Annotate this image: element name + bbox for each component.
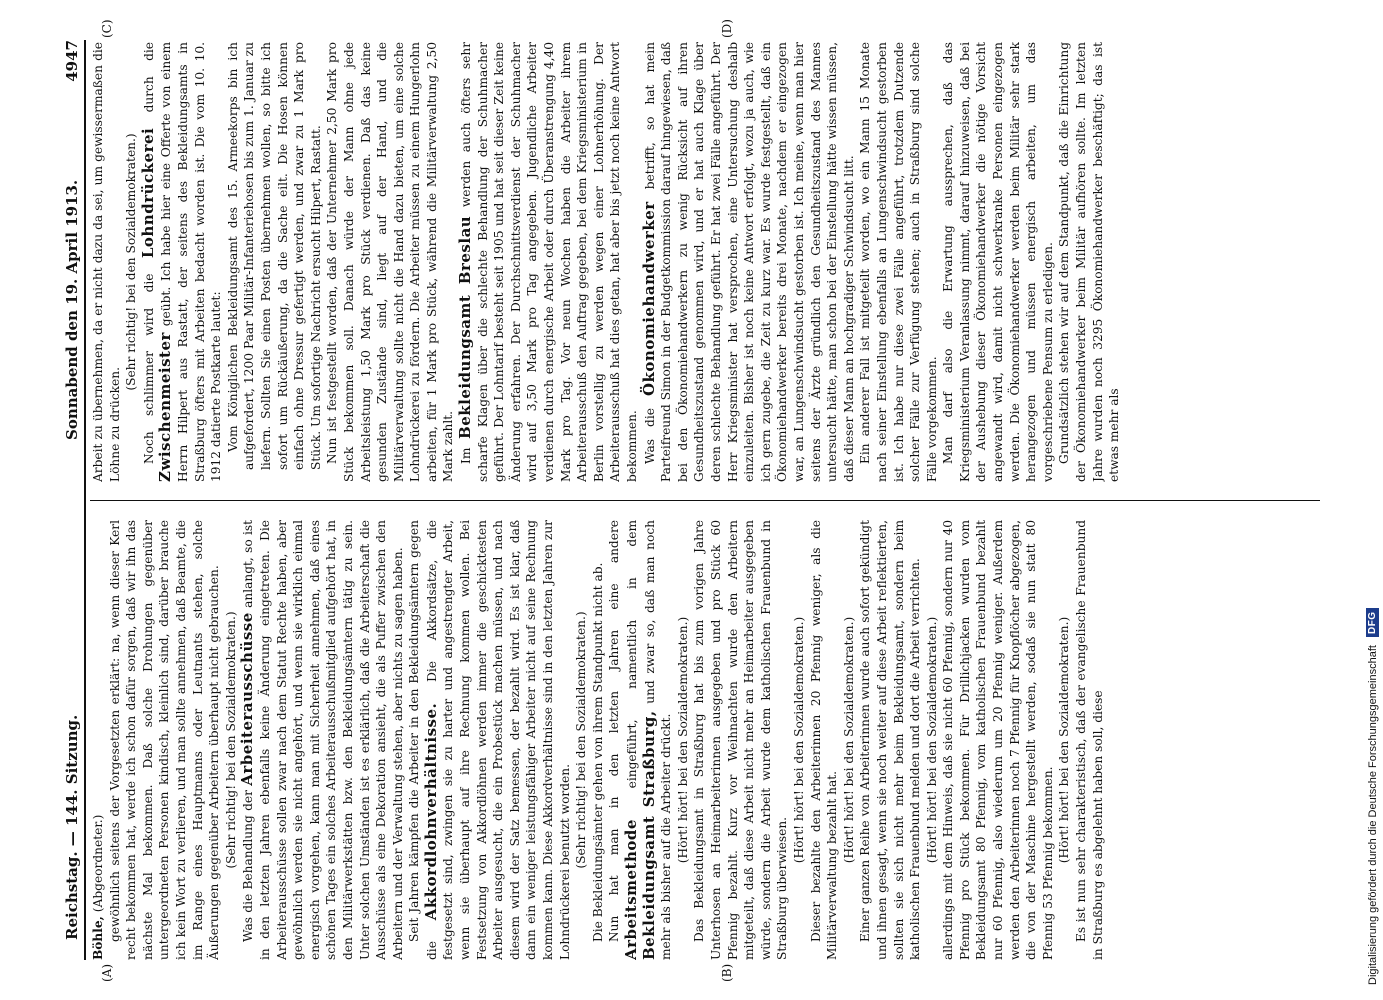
emphasis-term: Akkordlohnverhältnisse. [421,702,440,921]
emphasis-term: Ökonomiehandwerker [639,201,658,397]
paragraph: Einer ganzen Reihe von Arbeiterinnen wurde auch sofort gekündigt und ihnen gesagt, wenn sie noch weiter auf diese Arbeit reflektierten, sollten sie sich nicht mehr beim Bekleidungsamt, sondern beim katholischen Frauenbund melden und dort die Arbeit verrichten. [858,520,923,960]
digitization-credit [1366,5,1379,985]
interjection: (Sehr richtig! bei den Sozialdemokraten.) [124,133,139,391]
paragraph: Die Bekleidungsämter gehen von ihrem Standpunkt nicht ab. [590,562,605,942]
text-run: werden auch öfters sehr scharfe Klagen über die schlechte Behandlung der Schuhmacher geführt. Der Lohntarif besteht seit 1905 und hat seit dieser Zeit keine Änderung erfahren. Der Durchschnittsverdienst der Schuhmacher wird auf 3,50 Mark pro Tag angegeben. Jugendliche Arbeiter verdienen durch energische Arbeit oder durch Überanstrengung 4,40 Mark pro Tag. Vor neun Wochen haben die Arbeiter ihrem Arbeiterausschuß den Auftrag gegeben, bei dem Kriegsministerium in Berlin vorstellig zu werden wegen einer Lohnerhöhung. Der Arbeiterausschuß hat dies getan, hat aber bis jetzt noch keine Antwort bekommen. [459,42,639,482]
interjection: (Hört! hört! bei den Sozialdemokraten.) [675,616,690,864]
margin-marker-c: (C) [100,19,114,38]
interjection: (Hört! hört! bei den Sozialdemokraten.) [1057,616,1072,864]
text-run: Seit Jahren kämpfen die Arbeiter in den Bekleidungsämtern gegen die [407,520,439,960]
right-column [90,42,1320,482]
text-run: geübt. Ich habe hier eine Offerte von einem Herrn Hilpert aus Rastatt, der seitens des Bekleidungsamts in Straßburg öfters mit Arbeiten bedacht worden ist. Die vom 10. 10. 1912 datierte Postkarte lautet: [159,42,224,482]
margin-marker-a: (A) [100,963,114,982]
paragraph [239,520,406,960]
margin-marker-d: (D) [720,19,734,38]
interjection: (Hört! hört! bei den Sozialdemokraten.) [841,616,856,864]
interjection: (Hört! hört! bei den Sozialdemokraten.) [924,616,939,864]
rotated-page [60,19,1330,982]
page-number: 4947 [63,40,81,82]
text-run: Was die [642,408,657,464]
speaker-role: Abgeordneter. [91,819,105,908]
quoted-postcard: Vom Königlichen Bekleidungsamt des 15. Armeekorps bin ich aufgefordert, 1200 Paar Militär-Infanteriehosen bis zum 1. Januar zu liefern. Sollten Sie einen Posten übernehmen wollen, so bitte ich sofort um Rückäußerung, da die Sache eilt. Die Hosen können einfach ohne Dressur gefertigt werden, und zwar zu 1 Mark pro Stück. Um sofortige Nachricht ersucht Hilpert, Rastatt. [225,42,323,470]
dfg-logo: DFG [1366,608,1379,637]
paragraph: Grundsätzlich stehen wir auf dem Standpunkt, daß die Einrichtung der Ökonomiehandwerker beim Militär aufhören sollte. Im letzten Jahre wurden noch 3295 Ökonomiehandwerker beschäftigt; das ist etwas mehr als [1057,42,1122,482]
text-run: Die Akkordsätze, die festgesetzt sind, zwingen sie zu harter und angestrengter Arbeit, wenn sie überhaupt auf ihre Rechnung kommen wollen. Bei Festsetzung von Akkordlöhnen werden immer die geschicktesten Arbeiter ausgesucht, die ein Probestück machen müssen, und nach diesem wird der Satz bemessen, der bezahlt wird. Es ist klar, daß dann ein weniger leistungsfähiger Arbeiter nicht auf seine Rechnung kommen kann. Diese Akkordverhältnisse sind in den letzten Jahren zur Lohndrückerei benutzt worden. [424,520,572,960]
left-column [90,520,1320,960]
speaker-name: Böhle, [91,916,105,960]
column-divider [90,500,1320,501]
paragraph: Ein anderer Fall ist mitgeteilt worden, wo ein Mann 15 Monate nach seiner Einstellung ebenfalls an Lungenschwindsucht gestorben ist. Ich habe nur diese zwei Fälle angeführt, trotzdem Dutzende solcher Fälle zur Verfügung stehen; auch in Straßburg sind solche Fälle vorgekommen. [858,42,939,482]
margin-marker-b: (B) [720,963,734,982]
interjection: (Hört! hört! bei den Sozialdemokraten.) [791,616,806,864]
emphasis-term: Arbeitsmethode [622,819,640,960]
paragraph: Das Bekleidungsamt in Straßburg hat bis zum vorigen Jahre Unterhosen an Heimarbeiterinnen ausgegeben und pro Stück 60 Pfennig bezahlt. Kurz vor Weihnachten wurde den Arbeitern mitgeteilt, daß diese Arbeit nicht mehr an Heimarbeiter ausgegeben würde, sondern die Arbeit wurde dem katholischen Frauenbund in Straßburg überwiesen. [692,520,790,960]
paragraph [606,520,674,960]
text-run: eingeführt, namentlich in dem [625,520,639,789]
text-run: betrifft, so hat mein Parteifreund Simon in der Budgetkommission darauf hingewiesen, daß bei den Ökonomiehandwerkern zu wenig Rücksicht auf ihren Gesundheitszustand genommen wird, und er hat auch Klage über deren schlechte Behandlung geführt. Er hat zwei Fälle angeführt. Der Herr Kriegsminister hat versprochen, eine Untersuchung deshalb einzuleiten. Bisher ist noch keine Antwort erfolgt, wozu ja auch, wie ich gern zugebe, die Zeit zu kurz war. Es wurde festgestellt, daß ein Ökonomiehandwerker bereits drei Monate, nachdem er eingezogen war, an Lungenschwindsucht gestorben ist. Ich meine, wenn man hier seitens der Ärzte gründlich den Gesundheitszustand des Mannes untersucht hätte, man schon bei der Einstellung hätte wissen müssen, daß dieser Mann an hochgradiger Schwindsucht litt. [642,42,856,482]
text-run: und zwar so, daß man noch mehr als bisher auf die Arbeiter drückt. [642,520,674,960]
header-left-title: Reichstag. — 144. Sitzung. [63,714,81,940]
paragraph: Es ist nun sehr charakteristisch, daß der evangelische Frauenbund in Straßburg es abgelehnt haben soll, diese [1074,520,1105,960]
speaker-line: Böhle, (Abgeordneter.) [91,814,105,960]
paragraph: allerdings mit dem Hinweis, daß sie nicht 60 Pfennig, sondern nur 40 Pfennig pro Stück bekommen. Für Drillichjacken wurden vom Bekleidungsamt 80 Pfennig, vom katholischen Frauenbund bezahlt nur 60 Pfennig, also wiederum um 20 Pfennig weniger. Außerdem werden den Arbeiterinnen noch 7 Pfennig für Knopflöcher abgezogen, die von der Maschine hergestellt werden, sodaß sie nun statt 80 Pfennig 53 Pfennig bekommen. [941,520,1055,960]
paragraph [641,42,858,482]
paragraph: Nun ist festgestellt worden, daß der Unternehmer 2,50 Mark pro Stück bekommen soll. Danach würde der Mann ohne jede Arbeitsleistung 1,50 Mark pro Stück verdienen. Daß das keine gesunden Zustände sind, liegt auf der Hand, und die Militärverwaltung sollte nicht die Hand dazu bieten, um eine solche Lohndrückerei zu fördern. Die Arbeiter müssen zu einem Hungerlohn arbeiten, für 1 Mark pro Stück, während die Militärverwaltung 2,50 Mark zahlt. [325,42,456,482]
paragraph: Dieser bezahlte den Arbeiterinnen 20 Pfennig weniger, als die Militärverwaltung bezahlt hat. [808,520,840,960]
text-run: anlangt, so ist in den letzten Jahren ebenfalls keine Änderung eingetreten. Die Arbeiterausschüsse sollen zwar nach dem Statut Rechte haben, aber gewöhnlich werden sie nicht angehört, und wenn sie wirklich einmal energisch vorgehen, kann man mit Sicherheit annehmen, daß eines schönen Tages ein solches Arbeiterausschußmitglied aufgehört hat, in den Militärwerkstätten bzw. den Bekleidungsämtern tätig zu sein. Unter solchen Umständen ist es erklärlich, daß die Arbeiterschaft die Ausschüsse als eine Dekoration ansieht, die als Puffer zwischen den Arbeitern und der Verwaltung stehen, aber nichts zu sagen haben. [241,520,405,960]
paragraph [140,42,225,482]
interjection: (Sehr richtig! bei den Sozialdemokraten.) [574,611,589,869]
interjection: (Sehr richtig! bei den Sozialdemokraten.) [223,611,238,869]
text-run: durch die [141,42,156,113]
text-run: Was die Behandlung der [241,790,256,942]
page-header [60,40,86,960]
emphasis-term: Bekleidungsamt Breslau [456,215,475,439]
emphasis-term: Zwischenmeister [156,332,175,482]
paragraph [406,520,573,960]
paragraph: Man darf also die Erwartung aussprechen, daß das Kriegsministerium Veranlassung nimmt, darauf hinzuweisen, daß bei der Aushebung dieser Ökonomiehandwerker die nötige Vorsicht angewandt wird, damit nicht schwerkranke Personen eingezogen werden. Die Ökonomiehandwerker werden beim Militär sehr stark herangezogen und müssen energisch arbeiten, um das vorgeschriebene Pensum zu erledigen. [941,42,1055,482]
header-right-title: Sonnabend den 19. April 1913. [63,179,81,440]
text-run: Nun hat man in den letzten Jahren eine andere [607,520,622,942]
paragraph: gewöhnlich seitens der Vorgesetzten erklärt: na, wenn dieser Kerl recht bekommen hat, werde ich schon dafür sorgen, daß wir ihn das nächste Mal bekommen. Daß solche Drohungen gegenüber untergeordneten Personen kindisch, kleinlich sind, darüber brauche ich kein Wort zu verlieren, und man sollte annehmen, daß Beamte, die im Range eines Hauptmanns oder Leutnants stehen, solche Äußerungen gegenüber Arbeitern überhaupt nicht gebrauchen. [107,520,222,960]
paragraph: Arbeit zu übernehmen, da er nicht dazu da sei, um gewissermaßen die Löhne zu drücken. [91,42,122,482]
text-run: Im [459,447,474,464]
emphasis-term: Bekleidungsamt Straßburg, [639,710,658,960]
emphasis-term: Arbeiterausschüsse [238,612,257,786]
emphasis-term: Lohndrückerei [138,127,157,259]
credit-text: Digitalisierung gefördert durch die Deutsche Forschungsgemeinschaft [1366,645,1379,985]
text-run: Noch schlimmer wird die [141,273,156,464]
paragraph [457,42,641,482]
